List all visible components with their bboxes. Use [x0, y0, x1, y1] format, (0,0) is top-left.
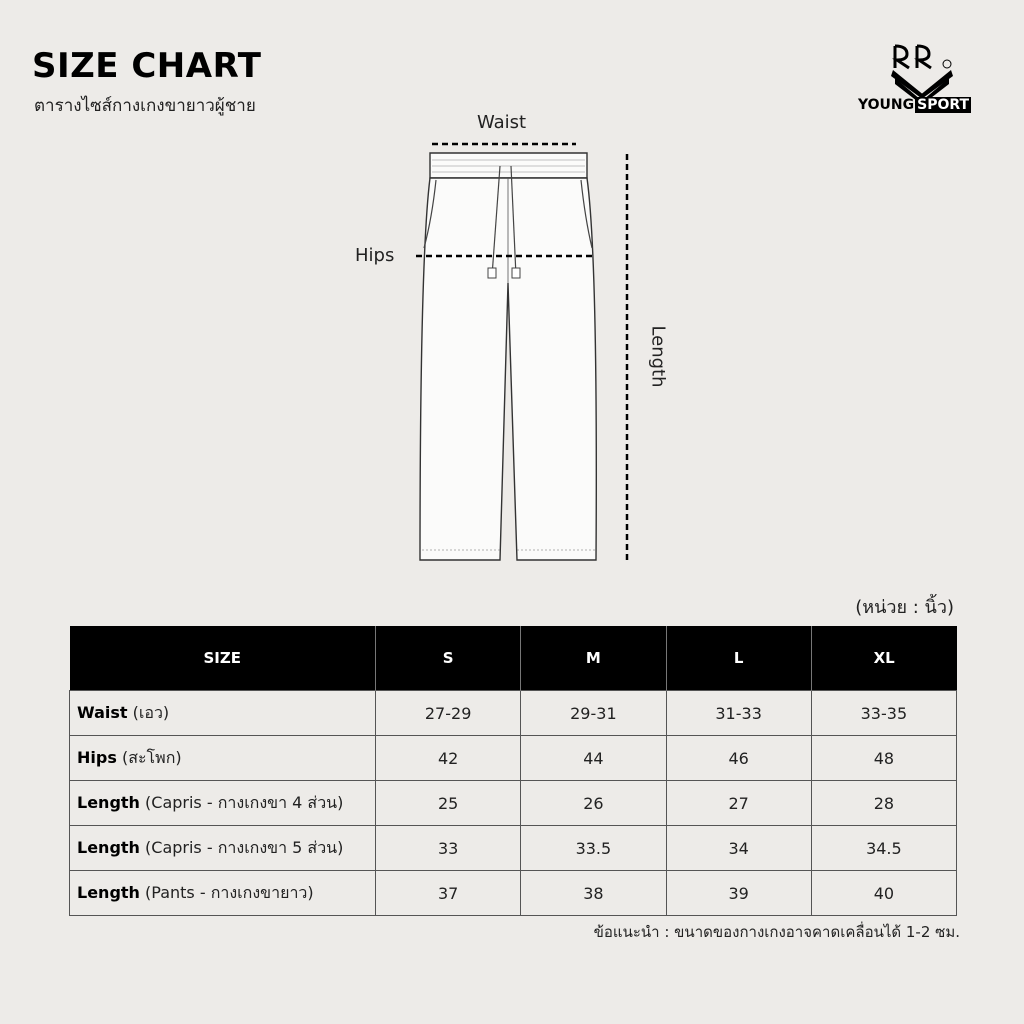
waist-label: Waist — [477, 112, 527, 133]
row-detail: (Capris - กางเกงขา 5 ส่วน) — [139, 837, 344, 857]
row-label — [70, 781, 376, 826]
table-cell: 46 — [666, 736, 811, 781]
table-header-row — [70, 626, 957, 691]
header-size: SIZE — [70, 626, 376, 691]
row-label — [70, 736, 376, 781]
table-cell: 48 — [811, 736, 956, 781]
fit-note: ข้อแนะนำ : ขนาดของกางเกงอาจคาดเคลื่อนได้ 1-2 ซม. — [593, 923, 960, 941]
length-label: Length — [647, 325, 669, 388]
table-cell: 40 — [811, 871, 956, 916]
row-detail: (สะโพก) — [116, 747, 182, 767]
table-row — [70, 691, 957, 736]
row-label — [70, 871, 376, 916]
row-detail: (Capris - กางเกงขา 4 ส่วน) — [139, 792, 344, 812]
page-subtitle: ตารางไซส์กางเกงขายาวผู้ชาย — [34, 96, 256, 116]
header-s: S — [376, 626, 521, 691]
brand-wordmark — [858, 97, 971, 113]
header-l: L — [666, 626, 811, 691]
table-cell: 39 — [666, 871, 811, 916]
page-title: SIZE CHART — [32, 46, 262, 86]
header-m: M — [521, 626, 666, 691]
table-cell: 37 — [376, 871, 521, 916]
row-label — [70, 826, 376, 871]
row-name: Hips — [77, 747, 117, 767]
table-cell: 38 — [521, 871, 666, 916]
table-cell: 33-35 — [811, 691, 956, 736]
table-row — [70, 871, 957, 916]
table-cell: 31-33 — [666, 691, 811, 736]
size-table — [69, 626, 957, 916]
row-name: Length — [77, 837, 140, 857]
row-name: Length — [77, 882, 140, 902]
row-name: Waist — [77, 702, 128, 722]
table-cell: 25 — [376, 781, 521, 826]
table-row — [70, 781, 957, 826]
table-cell: 34.5 — [811, 826, 956, 871]
table-cell: 34 — [666, 826, 811, 871]
row-detail: (Pants - กางเกงขายาว) — [139, 882, 314, 902]
table-cell: 29-31 — [521, 691, 666, 736]
row-detail: (เอว) — [127, 702, 170, 722]
table-cell: 44 — [521, 736, 666, 781]
table-cell: 28 — [811, 781, 956, 826]
brand-name-sport: SPORT — [917, 97, 970, 113]
pants-diagram — [340, 108, 680, 578]
hips-label: Hips — [355, 245, 395, 266]
unit-label: (หน่วย : นิ้ว) — [855, 597, 954, 618]
table-cell: 42 — [376, 736, 521, 781]
row-name: Length — [77, 792, 140, 812]
header-xl: XL — [811, 626, 956, 691]
brand-name-young: YOUNG — [858, 97, 915, 113]
table-row — [70, 736, 957, 781]
table-cell: 33.5 — [521, 826, 666, 871]
table-cell: 27 — [666, 781, 811, 826]
table-cell: 26 — [521, 781, 666, 826]
table-cell: 27-29 — [376, 691, 521, 736]
table-cell: 33 — [376, 826, 521, 871]
table-row — [70, 826, 957, 871]
row-label — [70, 691, 376, 736]
